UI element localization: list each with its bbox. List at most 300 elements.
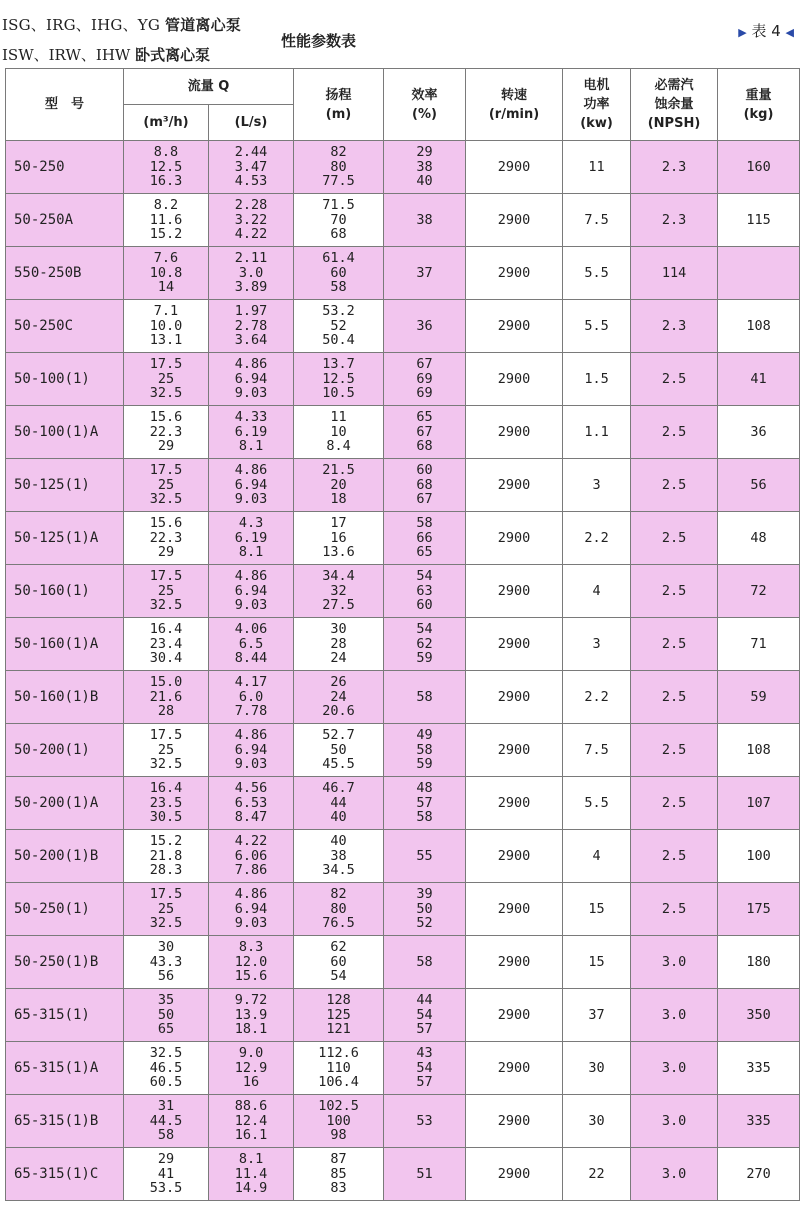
cell-speed: 2900 xyxy=(466,1148,563,1201)
cell-head xyxy=(294,353,384,406)
cell-weight: 72 xyxy=(718,565,800,618)
col-flow-ls: (L/s) xyxy=(209,105,294,141)
cell-value: 2.11 xyxy=(234,250,268,267)
cell-q-m3h xyxy=(124,1148,209,1201)
cell-value: 10.5 xyxy=(322,385,355,402)
cell-head xyxy=(294,300,384,353)
cell-value: 50 xyxy=(157,1006,175,1023)
cell-value: 88.6 xyxy=(234,1098,268,1115)
cell-weight: 48 xyxy=(718,512,800,565)
table-row xyxy=(6,671,800,724)
cell-value: 25 xyxy=(157,476,175,493)
cell-weight: 160 xyxy=(718,141,800,194)
cell-value: 68 xyxy=(330,226,347,243)
cell-value: 30 xyxy=(157,939,175,956)
cell-value: 25 xyxy=(157,370,175,387)
cell-value: 68 xyxy=(416,476,433,493)
col-model: 型 号 xyxy=(6,69,124,141)
cell-value: 39 xyxy=(416,886,433,903)
cell-value: 20.6 xyxy=(322,703,355,720)
cell-value: 17.5 xyxy=(149,462,183,479)
col-weight xyxy=(718,69,800,141)
cell-eff xyxy=(384,618,466,671)
cell-model: 50-250C xyxy=(6,300,124,353)
cell-value: 67 xyxy=(416,356,433,373)
cell-value: 36 xyxy=(416,317,433,334)
cell-value: 6.94 xyxy=(234,900,268,917)
cell-value: 25 xyxy=(157,582,175,599)
table-row xyxy=(6,724,800,777)
cell-q-m3h xyxy=(124,989,209,1042)
cell-value: 30 xyxy=(330,621,347,638)
cell-weight: 71 xyxy=(718,618,800,671)
cell-speed: 2900 xyxy=(466,830,563,883)
cell-value: 22.3 xyxy=(149,529,183,546)
cell-speed: 2900 xyxy=(466,883,563,936)
col-eff-unit: (%) xyxy=(412,106,437,122)
cell-value: 16.1 xyxy=(234,1127,268,1144)
cell-speed: 2900 xyxy=(466,300,563,353)
cell-q-m3h xyxy=(124,141,209,194)
cell-power: 3 xyxy=(563,618,631,671)
cell-value: 12.5 xyxy=(149,158,183,175)
cell-value: 16 xyxy=(242,1074,260,1091)
cell-value: 112.6 xyxy=(318,1045,359,1062)
cell-value: 50 xyxy=(416,900,433,917)
arrow-right-icon: ▶ xyxy=(738,26,747,39)
cell-head xyxy=(294,1042,384,1095)
cell-value: 82 xyxy=(330,144,347,161)
cell-value: 69 xyxy=(416,370,433,387)
table-row xyxy=(6,936,800,989)
cell-model: 50-200(1)A xyxy=(6,777,124,830)
page-title: 性能参数表 xyxy=(281,32,357,50)
cell-value: 71.5 xyxy=(322,197,355,214)
cell-eff xyxy=(384,1042,466,1095)
cell-value: 44 xyxy=(330,794,347,811)
cell-value: 6.94 xyxy=(234,476,268,493)
cell-speed: 2900 xyxy=(466,936,563,989)
cell-value: 82 xyxy=(330,886,347,903)
cell-value: 29 xyxy=(157,544,175,561)
cell-q-ls xyxy=(209,247,294,300)
cell-power: 3 xyxy=(563,459,631,512)
cell-value: 4.86 xyxy=(234,886,268,903)
cell-q-m3h xyxy=(124,777,209,830)
cell-value: 28 xyxy=(330,635,347,652)
cell-power: 1.1 xyxy=(563,406,631,459)
cell-value: 9.03 xyxy=(234,491,268,508)
cell-q-m3h xyxy=(124,618,209,671)
cell-model: 50-160(1)A xyxy=(6,618,124,671)
cell-value: 49 xyxy=(416,727,433,744)
cell-value: 54 xyxy=(416,1059,433,1076)
cell-eff xyxy=(384,1148,466,1201)
cell-value: 32.5 xyxy=(149,491,183,508)
cell-value: 22.3 xyxy=(149,423,183,440)
cell-npsh: 2.3 xyxy=(631,141,718,194)
cell-q-m3h xyxy=(124,883,209,936)
cell-value: 58 xyxy=(416,688,433,705)
cell-value: 102.5 xyxy=(318,1098,359,1115)
cell-q-ls xyxy=(209,830,294,883)
cell-value: 54 xyxy=(416,568,433,585)
cell-value: 4.86 xyxy=(234,356,268,373)
cell-head xyxy=(294,777,384,830)
cell-eff xyxy=(384,512,466,565)
cell-value: 27.5 xyxy=(322,597,355,614)
col-npsh-label-2: 蚀余量 xyxy=(654,97,694,112)
cell-value: 20 xyxy=(330,476,347,493)
cell-value: 8.2 xyxy=(153,197,179,214)
cell-npsh: 2.5 xyxy=(631,406,718,459)
cell-model: 50-160(1)B xyxy=(6,671,124,724)
col-flow: 流量 Q xyxy=(124,69,294,105)
cell-q-ls xyxy=(209,353,294,406)
cell-eff xyxy=(384,989,466,1042)
cell-value: 58 xyxy=(416,953,433,970)
cell-speed: 2900 xyxy=(466,565,563,618)
cell-value: 28.3 xyxy=(149,862,183,879)
cell-value: 6.5 xyxy=(238,635,264,652)
cell-q-m3h xyxy=(124,512,209,565)
cell-eff xyxy=(384,830,466,883)
cell-value: 41 xyxy=(157,1165,175,1182)
cell-value: 68 xyxy=(416,438,433,455)
cell-eff xyxy=(384,671,466,724)
cell-value: 16.3 xyxy=(149,173,183,190)
cell-eff xyxy=(384,300,466,353)
cell-value: 8.3 xyxy=(238,939,264,956)
cell-value: 17.5 xyxy=(149,886,183,903)
table-row xyxy=(6,300,800,353)
cell-value: 83 xyxy=(330,1180,347,1197)
table-row xyxy=(6,141,800,194)
col-npsh-unit: (NPSH) xyxy=(647,116,701,131)
cell-value: 29 xyxy=(157,438,175,455)
cell-speed: 2900 xyxy=(466,353,563,406)
cell-value: 31 xyxy=(157,1098,175,1115)
cell-value: 58 xyxy=(416,515,433,532)
col-power xyxy=(563,69,631,141)
cell-npsh: 2.5 xyxy=(631,883,718,936)
cell-q-ls xyxy=(209,1042,294,1095)
cell-value: 14 xyxy=(157,279,175,296)
cell-value: 17.5 xyxy=(149,727,183,744)
cell-weight: 180 xyxy=(718,936,800,989)
cell-head xyxy=(294,194,384,247)
cell-value: 4.33 xyxy=(234,409,268,426)
cell-value: 6.19 xyxy=(234,529,268,546)
cell-value: 15.2 xyxy=(149,226,183,243)
cell-weight: 270 xyxy=(718,1148,800,1201)
cell-value: 4.17 xyxy=(234,674,268,691)
cell-value: 48 xyxy=(416,780,433,797)
cell-q-m3h xyxy=(124,194,209,247)
table-row xyxy=(6,989,800,1042)
cell-power: 5.5 xyxy=(563,247,631,300)
col-speed-label: 转速 xyxy=(501,87,528,103)
cell-value: 13.9 xyxy=(234,1006,268,1023)
cell-value: 30.5 xyxy=(149,809,183,826)
cell-value: 98 xyxy=(330,1127,347,1144)
cell-value: 9.72 xyxy=(234,992,268,1009)
cell-value: 58 xyxy=(330,279,347,296)
cell-value: 15.6 xyxy=(234,968,268,985)
cell-head xyxy=(294,459,384,512)
cell-weight: 350 xyxy=(718,989,800,1042)
cell-weight: 115 xyxy=(718,194,800,247)
cell-q-ls xyxy=(209,565,294,618)
cell-value: 57 xyxy=(416,1021,433,1038)
cell-value: 16.4 xyxy=(149,621,183,638)
cell-value: 9.03 xyxy=(234,756,268,773)
cell-value: 32 xyxy=(330,582,347,599)
cell-power: 5.5 xyxy=(563,777,631,830)
cell-value: 11 xyxy=(330,409,347,426)
cell-head xyxy=(294,1148,384,1201)
cell-value: 7.78 xyxy=(234,703,268,720)
cell-model: 50-160(1) xyxy=(6,565,124,618)
cell-value: 60 xyxy=(330,264,347,281)
cell-power: 22 xyxy=(563,1148,631,1201)
table-row xyxy=(6,777,800,830)
cell-value: 7.1 xyxy=(153,303,179,320)
cell-weight xyxy=(718,247,800,300)
cell-weight: 335 xyxy=(718,1042,800,1095)
cell-npsh: 2.3 xyxy=(631,194,718,247)
table-row xyxy=(6,618,800,671)
cell-head xyxy=(294,989,384,1042)
cell-eff xyxy=(384,777,466,830)
cell-q-m3h xyxy=(124,724,209,777)
cell-head xyxy=(294,1095,384,1148)
table-header xyxy=(6,69,800,141)
cell-npsh: 2.5 xyxy=(631,830,718,883)
cell-value: 13.7 xyxy=(322,356,355,373)
cell-value: 3.22 xyxy=(234,211,268,228)
cell-value: 58 xyxy=(157,1127,175,1144)
cell-speed: 2900 xyxy=(466,512,563,565)
cell-value: 52.7 xyxy=(322,727,355,744)
cell-value: 110 xyxy=(326,1059,351,1076)
cell-q-ls xyxy=(209,883,294,936)
cell-value: 17.5 xyxy=(149,356,183,373)
cell-q-ls xyxy=(209,989,294,1042)
cell-npsh: 114 xyxy=(631,247,718,300)
cell-model: 65-315(1)C xyxy=(6,1148,124,1201)
cell-npsh: 2.5 xyxy=(631,724,718,777)
col-npsh-label-1: 必需汽 xyxy=(654,78,694,93)
cell-head xyxy=(294,671,384,724)
cell-eff xyxy=(384,194,466,247)
cell-value: 21.6 xyxy=(149,688,183,705)
cell-value: 61.4 xyxy=(322,250,355,267)
cell-value: 67 xyxy=(416,491,433,508)
cell-value: 58 xyxy=(416,741,433,758)
cell-value: 45.5 xyxy=(322,756,355,773)
table-tag xyxy=(738,20,794,41)
cell-eff xyxy=(384,459,466,512)
cell-npsh: 2.5 xyxy=(631,565,718,618)
cell-value: 15.2 xyxy=(149,833,183,850)
cell-q-m3h xyxy=(124,406,209,459)
cell-value: 32.5 xyxy=(149,915,183,932)
cell-value: 67 xyxy=(416,423,433,440)
cell-value: 7.86 xyxy=(234,862,268,879)
cell-value: 18.1 xyxy=(234,1021,268,1038)
cell-value: 6.06 xyxy=(234,847,268,864)
cell-value: 40 xyxy=(330,809,347,826)
arrow-left-icon: ◀ xyxy=(785,26,794,39)
cell-eff xyxy=(384,353,466,406)
cell-eff xyxy=(384,936,466,989)
cell-value: 16.4 xyxy=(149,780,183,797)
cell-model: 50-250(1)B xyxy=(6,936,124,989)
cell-value: 57 xyxy=(416,1074,433,1091)
cell-power: 15 xyxy=(563,936,631,989)
cell-value: 4.22 xyxy=(234,833,268,850)
cell-head xyxy=(294,830,384,883)
table-row xyxy=(6,1042,800,1095)
cell-value: 32.5 xyxy=(149,385,183,402)
cell-model: 65-315(1) xyxy=(6,989,124,1042)
cell-value: 2.78 xyxy=(234,317,268,334)
cell-value: 38 xyxy=(330,847,347,864)
cell-weight: 108 xyxy=(718,300,800,353)
cell-value: 10 xyxy=(330,423,347,440)
cell-value: 59 xyxy=(416,756,433,773)
cell-value: 53.2 xyxy=(322,303,355,320)
cell-value: 3.0 xyxy=(238,264,264,281)
cell-value: 65 xyxy=(416,544,433,561)
cell-value: 12.9 xyxy=(234,1059,268,1076)
cell-value: 9.0 xyxy=(238,1045,264,1062)
cell-power: 4 xyxy=(563,565,631,618)
cell-value: 3.89 xyxy=(234,279,268,296)
cell-value: 53.5 xyxy=(149,1180,183,1197)
cell-value: 66 xyxy=(416,529,433,546)
cell-eff xyxy=(384,1095,466,1148)
cell-value: 100 xyxy=(326,1112,351,1129)
cell-q-m3h xyxy=(124,300,209,353)
cell-value: 69 xyxy=(416,385,433,402)
col-power-label-1: 电机 xyxy=(583,78,610,93)
cell-speed: 2900 xyxy=(466,618,563,671)
cell-value: 8.1 xyxy=(238,438,264,455)
cell-value: 80 xyxy=(330,900,347,917)
cell-value: 62 xyxy=(416,635,433,652)
cell-value: 8.4 xyxy=(326,438,351,455)
cell-value: 43.3 xyxy=(149,953,183,970)
cell-q-m3h xyxy=(124,565,209,618)
cell-value: 6.94 xyxy=(234,741,268,758)
cell-value: 4.86 xyxy=(234,727,268,744)
cell-value: 16 xyxy=(330,529,347,546)
header-line-1-type: 管道离心泵 xyxy=(165,16,242,34)
cell-q-ls xyxy=(209,300,294,353)
cell-value: 40 xyxy=(416,173,433,190)
cell-head xyxy=(294,936,384,989)
col-head-label: 扬程 xyxy=(325,87,352,103)
cell-value: 46.5 xyxy=(149,1059,183,1076)
cell-value: 14.9 xyxy=(234,1180,268,1197)
col-weight-label: 重量 xyxy=(745,87,772,103)
cell-value: 50.4 xyxy=(322,332,355,349)
cell-npsh: 2.5 xyxy=(631,512,718,565)
cell-model: 50-200(1)B xyxy=(6,830,124,883)
cell-value: 43 xyxy=(416,1045,433,1062)
cell-value: 65 xyxy=(416,409,433,426)
cell-q-ls xyxy=(209,194,294,247)
cell-weight: 41 xyxy=(718,353,800,406)
col-speed-unit: (r/min) xyxy=(488,106,540,122)
cell-value: 18 xyxy=(330,491,347,508)
cell-value: 6.53 xyxy=(234,794,268,811)
table-row xyxy=(6,247,800,300)
cell-head xyxy=(294,565,384,618)
cell-value: 12.4 xyxy=(234,1112,268,1129)
cell-value: 76.5 xyxy=(322,915,355,932)
cell-value: 57 xyxy=(416,794,433,811)
cell-q-ls xyxy=(209,618,294,671)
cell-q-m3h xyxy=(124,353,209,406)
cell-model: 550-250B xyxy=(6,247,124,300)
cell-value: 51 xyxy=(416,1165,433,1182)
cell-value: 50 xyxy=(330,741,347,758)
cell-value: 15.6 xyxy=(149,409,183,426)
cell-head xyxy=(294,724,384,777)
col-npsh xyxy=(631,69,718,141)
cell-power: 30 xyxy=(563,1095,631,1148)
cell-value: 54 xyxy=(416,1006,433,1023)
cell-value: 60 xyxy=(416,597,433,614)
cell-power: 5.5 xyxy=(563,300,631,353)
cell-value: 70 xyxy=(330,211,347,228)
cell-model: 50-200(1) xyxy=(6,724,124,777)
cell-value: 4.53 xyxy=(234,173,268,190)
cell-model: 50-100(1)A xyxy=(6,406,124,459)
cell-value: 46.7 xyxy=(322,780,355,797)
cell-value: 2.28 xyxy=(234,197,268,214)
cell-value: 9.03 xyxy=(234,385,268,402)
cell-value: 10.8 xyxy=(149,264,183,281)
cell-value: 30.4 xyxy=(149,650,183,667)
cell-q-ls xyxy=(209,777,294,830)
cell-value: 25 xyxy=(157,741,175,758)
cell-value: 8.44 xyxy=(234,650,268,667)
cell-eff xyxy=(384,406,466,459)
cell-value: 40 xyxy=(330,833,347,850)
cell-q-m3h xyxy=(124,1042,209,1095)
cell-weight: 175 xyxy=(718,883,800,936)
cell-value: 85 xyxy=(330,1165,347,1182)
cell-value: 63 xyxy=(416,582,433,599)
cell-q-ls xyxy=(209,459,294,512)
col-speed xyxy=(466,69,563,141)
cell-weight: 36 xyxy=(718,406,800,459)
cell-q-ls xyxy=(209,724,294,777)
cell-value: 128 xyxy=(326,992,351,1009)
cell-value: 80 xyxy=(330,158,347,175)
cell-value: 60 xyxy=(330,953,347,970)
cell-eff xyxy=(384,247,466,300)
cell-eff xyxy=(384,724,466,777)
table-row xyxy=(6,883,800,936)
cell-value: 44 xyxy=(416,992,433,1009)
col-eff-label: 效率 xyxy=(411,87,438,103)
cell-value: 58 xyxy=(416,809,433,826)
